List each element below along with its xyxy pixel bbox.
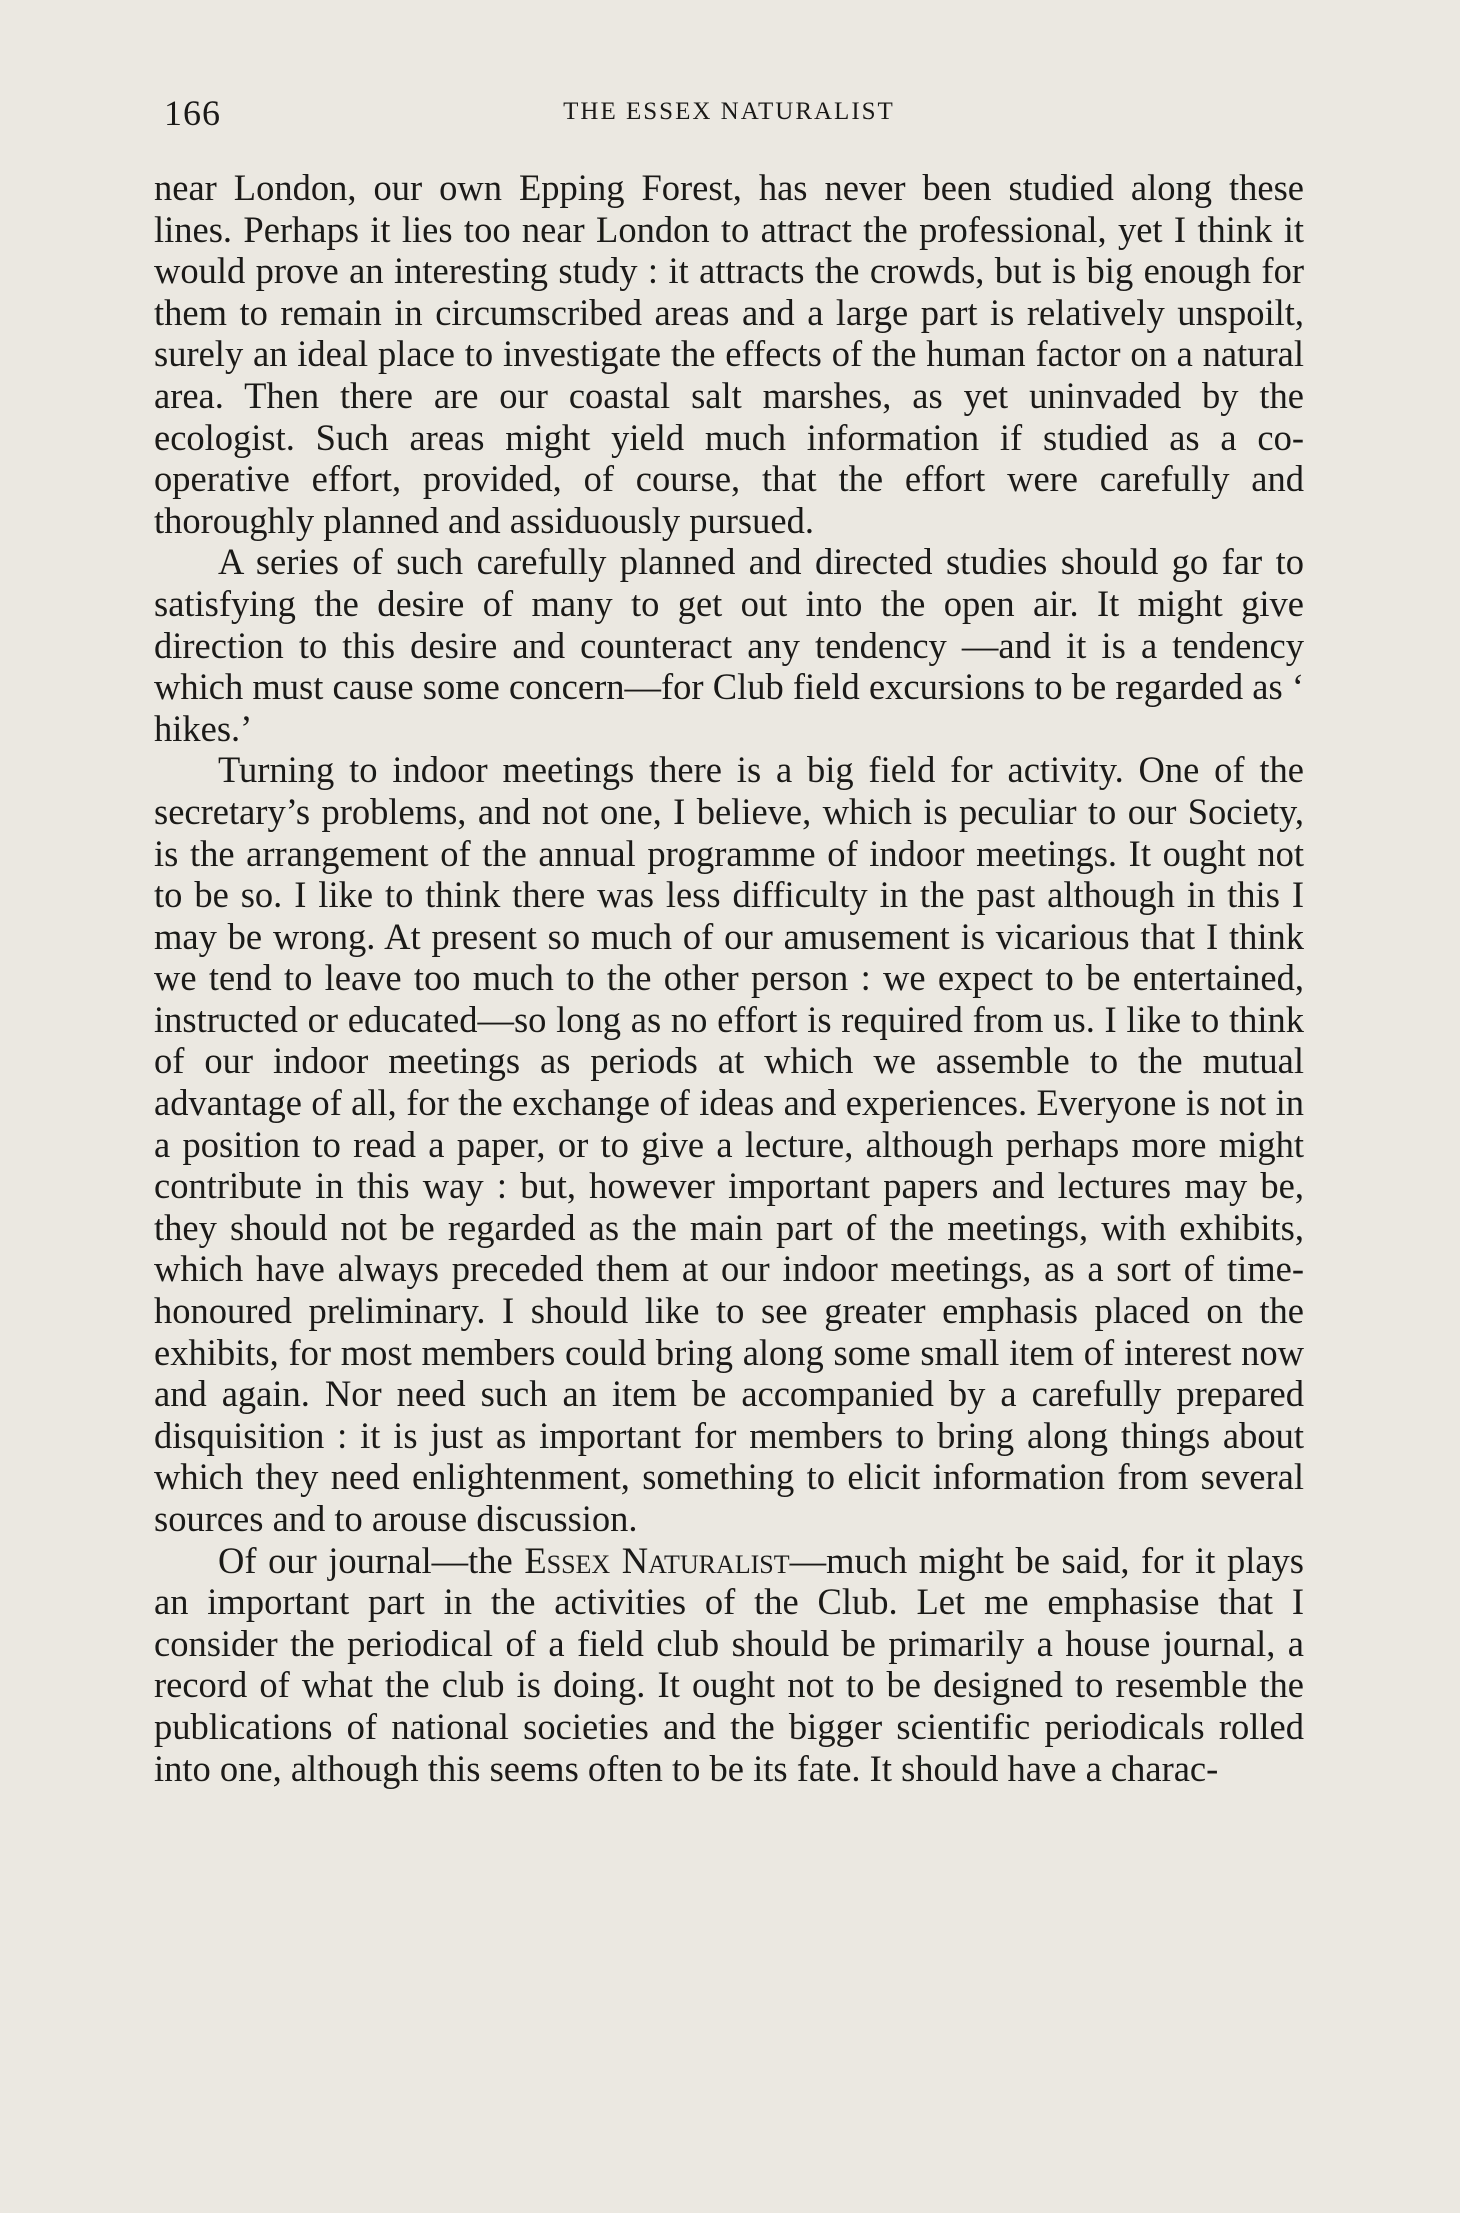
paragraph: Turning to indoor meetings there is a big field for activity. One of the secretary’s problems, and not one, I believe, which is peculiar to our Society, is the arrangement of the annual programme of indoor meetings. It ought not to be so. I like to think there was less difficulty in the past although in this I may be wrong. At present so much of our amusement is vicarious that I think we tend to leave too much to the other person : we expect to be entertained, instructed or educated—so long as no effort is required from us. I like to think of our indoor meetings as periods at which we assemble to the mutual advantage of all, for the exchange of ideas and experiences. Everyone is not in a position to read a paper, or to give a lecture, although perhaps more might contribute in this way : but, however important papers and lectures may be, they should not be regarded as the main part of the meetings, with exhibits, which have always preceded them at our indoor meetings, as a sort of time-honoured preliminary. I should like to see greater emphasis placed on the exhibits, for most members could bring along some small item of interest now and again. Nor need such an item be accompanied by a carefully prepared disquisition : it is just as important for members to bring along things about which they need enlightenment, something to elicit information from several sources and to arouse discussion. [154,749,1304,1539]
paragraph-text: —much might be said, for it plays an important part in the activities of the Club. Let me emphasise that I consider the periodical of a field club should be primarily a house journal, a record of what the club is doing. It ought not to be designed to resemble the publications of national societies and the bigger scientific periodicals rolled into one, although this seems often to be its fate. It should have a charac- [154,1539,1304,1789]
running-head [164,92,1294,136]
journal-name: Essex Naturalist [524,1539,790,1581]
paragraph-text: Of our journal—the [218,1539,525,1581]
body-text [154,167,1304,1789]
running-title: THE ESSEX NATURALIST [563,98,895,125]
paragraph: A series of such carefully planned and directed studies should go far to satisfying the desire of many to get out into the open air. It might give direction to this desire and counteract any tendency —and it is a tendency which must cause some concern—for Club field excursions to be regarded as ‘ hikes.’ [154,541,1304,749]
paragraph-continuation: near London, our own Epping Forest, has never been studied along these lines. Perhaps it lies too near London to attract the professional, yet I think it would prove an interesting study : it attracts the crowds, but is big enough for them to remain in circumscribed areas and a large part is relatively unspoilt, surely an ideal place to investigate the effects of the human factor on a natural area. Then there are our coastal salt marshes, as yet uninvaded by the ecologist. Such areas might yield much information if studied as a co-operative effort, provided, of course, that the effort were carefully and thoroughly planned and assiduously pursued. [154,167,1304,541]
paragraph [154,1540,1304,1790]
page-number: 166 [164,93,221,133]
